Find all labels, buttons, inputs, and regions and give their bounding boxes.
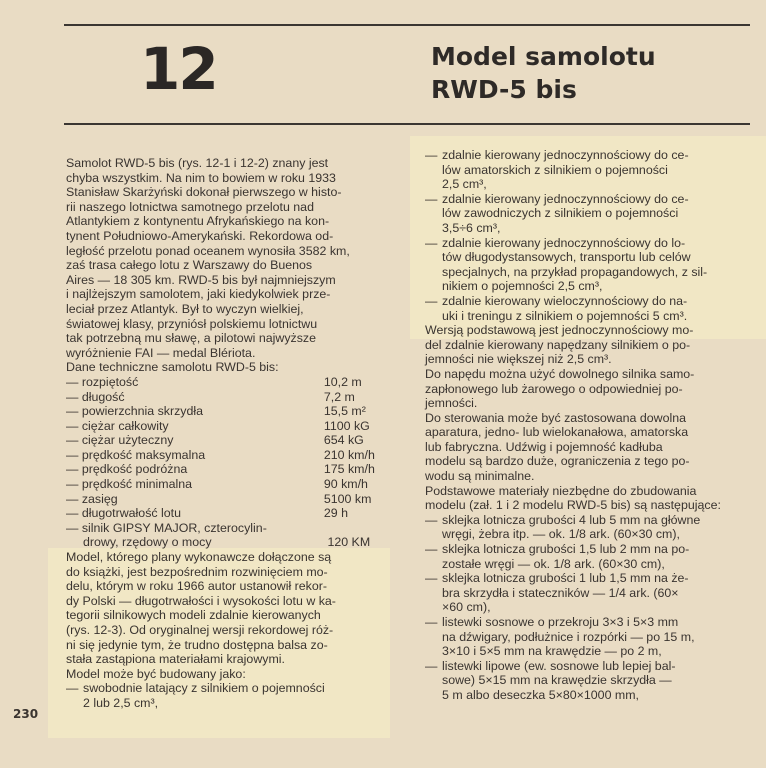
spec-label: — rozpiętość	[66, 374, 139, 389]
specs-list	[66, 375, 392, 550]
list-item	[425, 542, 751, 571]
text-line: nikiem o pojemności 2,5 cm³,	[442, 279, 603, 294]
spec-row	[66, 492, 392, 507]
spec-row	[66, 477, 392, 492]
text-line: zapłonowego lub żarowego o odpowiedniej po-	[425, 381, 683, 396]
spec-label: drowy, rzędowy o mocy	[83, 535, 212, 550]
text-line: jemności nie większej niż 2,5 cm³.	[425, 352, 612, 367]
spec-label: — zasięg	[66, 491, 118, 506]
text-line: Aires — 18 305 km. RWD-5 bis był najmniejszym	[66, 272, 336, 287]
dash-mark: —	[425, 235, 438, 250]
text-line: 2,5 cm³,	[442, 177, 487, 192]
text-line: tegorii silnikowych modeli zdalnie kierowanych	[66, 608, 321, 623]
text-line: delu, którym w roku 1966 autor ustanowił rekor-	[66, 579, 328, 594]
dash-mark: —	[425, 658, 438, 673]
text-line: sklejka lotnicza grubości 1,5 lub 2 mm na po-	[442, 542, 690, 557]
text-line: 5 m albo deseczka 5×80×1000 mm,	[442, 687, 639, 702]
left-column	[66, 156, 392, 711]
usage-bullets	[425, 148, 751, 323]
model-paragraph	[66, 550, 392, 667]
text-line: zdalnie kierowany jednoczynnościowy do lo-	[442, 235, 686, 250]
text-line: ×60 cm),	[442, 600, 491, 615]
drive-paragraph	[425, 367, 751, 411]
text-line: listewki lipowe (ew. sosnowe lub lepiej bal-	[442, 658, 676, 673]
text-line: zostałe wręgi — ok. 1/8 ark. (60×30 cm),	[442, 556, 665, 571]
text-line: rii naszego lotnictwa samotnego przelotu nad	[66, 199, 314, 214]
text-line: 3,5÷6 cm³,	[442, 220, 501, 235]
text-line: i najlżejszym samolotem, jaki kiedykolwiek prze-	[66, 287, 331, 302]
text-line: zdalnie kierowany jednoczynnościowy do ce-	[442, 191, 689, 206]
text-line: tów długodystansowych, transportu lub celów	[442, 250, 691, 265]
spec-value: 7,2 m	[323, 389, 355, 404]
text-line: Wersją podstawową jest jednoczynnościowy mo-	[425, 323, 694, 338]
text-line: stała zastąpiona materiałami krajowymi.	[66, 652, 285, 667]
spec-row	[66, 433, 392, 448]
header-bottom-rule	[64, 123, 750, 125]
spec-value: 1100 kG	[323, 418, 370, 433]
dash-mark: —	[66, 681, 79, 696]
dash-mark: —	[425, 293, 438, 308]
spec-value: 120 KM	[327, 535, 371, 550]
top-rule	[64, 24, 750, 26]
spec-label: — prędkość minimalna	[66, 477, 193, 492]
text-line: wręgi, żebra itp. — ok. 1/8 ark. (60×30 cm),	[442, 527, 680, 542]
text-line: chyba wszystkim. Na nim to bowiem w roku 1933	[66, 170, 336, 185]
spec-value: 210 km/h	[323, 447, 375, 462]
spec-label: — długość	[66, 389, 125, 404]
text-line: wodu są minimalne.	[425, 469, 535, 484]
dash-mark: —	[425, 148, 438, 162]
text-line: Model, którego plany wykonawcze dołączone są	[66, 550, 332, 565]
text-line: modelu (zał. 1 i 2 modelu RWD-5 bis) są następujące:	[425, 498, 721, 513]
text-line: lów amatorskich z silnikiem o pojemności	[442, 162, 668, 177]
dash-mark: —	[425, 512, 438, 527]
version-paragraph	[425, 323, 751, 367]
text-line: sowe) 5×15 mm na krawędzie skrzydła —	[442, 673, 672, 688]
spec-row	[66, 404, 392, 419]
spec-row	[66, 462, 392, 477]
spec-label: — ciężar użyteczny	[66, 433, 174, 448]
spec-label: — długotrwałość lotu	[66, 506, 182, 521]
text-line: zaś trasa całego lotu z Warszawy do Buenos	[66, 258, 313, 273]
text-line: jemności.	[425, 396, 478, 411]
text-line: dy Polski — długotrwałości i wysokości lotu w ka-	[66, 593, 336, 608]
dash-mark: —	[425, 571, 438, 586]
spec-row	[66, 535, 392, 550]
text-line: Podstawowe materiały niezbędne do zbudowania	[425, 483, 697, 498]
spec-row	[66, 419, 392, 434]
text-line: Stanisław Skarżyński dokonał pierwszego w histo-	[66, 185, 342, 200]
text-line: bra skrzydła i stateczników — 1/4 ark. (60×	[442, 585, 679, 600]
spec-label: — prędkość maksymalna	[66, 447, 206, 462]
list-item	[66, 681, 392, 710]
spec-value: 654 kG	[323, 433, 364, 448]
text-line: specjalnych, na przykład propagandowych, z sil-	[442, 264, 708, 279]
text-line: Samolot RWD-5 bis (rys. 12-1 i 12-2) znany jest	[66, 156, 329, 170]
text-line: 3×10 i 5×5 mm na krawędzie — po 2 m,	[442, 644, 662, 659]
list-item	[425, 615, 751, 659]
list-item	[425, 192, 751, 236]
list-item	[425, 294, 751, 323]
spec-value: 29 h	[323, 506, 348, 521]
text-line: Do napędu można użyć dowolnego silnika samo-	[425, 366, 695, 381]
text-line: zdalnie kierowany jednoczynnościowy do ce-	[442, 148, 689, 162]
materials-list	[425, 513, 751, 703]
spec-row	[66, 521, 392, 536]
text-line: Do sterowania może być zastosowana dowolna	[425, 410, 687, 425]
spec-value	[330, 521, 392, 536]
text-line: lów zawodniczych z silnikiem o pojemności	[442, 206, 679, 221]
list-item	[425, 236, 751, 294]
text-line: ni się jedynie tym, że trudno dostępna balsa zo-	[66, 637, 328, 652]
text-line: modelu są bardzo duże, ograniczenia z tego po-	[425, 454, 690, 469]
text-line: ległość przelotu ponad oceanem wynosiła 3582 km,	[66, 243, 350, 258]
right-column	[425, 148, 751, 703]
text-line: sklejka lotnicza grubości 1 lub 1,5 mm na że-	[442, 571, 689, 586]
intro-paragraph	[66, 156, 392, 360]
text-line: listewki sosnowe o przekroju 3×3 i 5×3 mm	[442, 615, 679, 629]
dash-mark: —	[425, 191, 438, 206]
text-line: sklejka lotnicza grubości 4 lub 5 mm na główne	[442, 512, 701, 527]
spec-value: 175 km/h	[323, 462, 375, 477]
text-line: aparatura, jedno- lub wielokanałowa, amatorska	[425, 425, 689, 440]
spec-value: 90 km/h	[323, 477, 368, 492]
text-line: (rys. 12-3). Od oryginalnej wersji rekordowej róż-	[66, 623, 334, 637]
spec-row	[66, 390, 392, 405]
text-line: lub fabryczna. Udźwig i pojemność kadłuba	[425, 439, 663, 454]
text-line: tynent Południowo-Amerykański. Rekordowa od-	[66, 228, 334, 243]
spec-row	[66, 448, 392, 463]
specs-intro: Dane techniczne samolotu RWD-5 bis:	[66, 360, 279, 375]
spec-label: — powierzchnia skrzydła	[66, 404, 204, 419]
spec-value: 15,5 m²	[323, 404, 366, 419]
dash-mark: —	[425, 615, 438, 629]
text-line: do książki, jest bezpośrednim rozwinięciem mo-	[66, 564, 328, 579]
text-line: wyróżnienie FAI — medal Blériota.	[66, 345, 256, 360]
materials-paragraph	[425, 484, 751, 513]
list-item	[425, 571, 751, 615]
dash-mark: —	[425, 542, 438, 557]
text-line: uki i treningu z silnikiem o pojemności 5 cm³.	[442, 308, 688, 323]
spec-row	[66, 506, 392, 521]
list-item	[425, 148, 751, 192]
chapter-title	[431, 40, 656, 106]
chapter-number: 12	[140, 35, 217, 103]
text-line: zdalnie kierowany wieloczynnościowy do na-	[442, 293, 688, 308]
bullet-line: swobodnie latający z silnikiem o pojemności	[83, 681, 325, 696]
chapter-title-line2: RWD-5 bis	[431, 75, 577, 104]
text-line: Atlantykiem z kontynentu Afrykańskiego na kon-	[66, 214, 330, 229]
built-as-line: Model może być budowany jako:	[66, 666, 246, 681]
spec-row	[66, 375, 392, 390]
page-number: 230	[13, 707, 39, 721]
spec-label: — ciężar całkowity	[66, 418, 169, 433]
chapter-title-line1: Model samolotu	[431, 42, 656, 71]
spec-value: 10,2 m	[323, 374, 362, 389]
text-line: leciał przez Atlantyk. Był to wyczyn wielkiej,	[66, 301, 304, 316]
bullet-line: 2 lub 2,5 cm³,	[83, 695, 159, 710]
control-paragraph	[425, 411, 751, 484]
spec-label: — silnik GIPSY MAJOR, czterocylin-	[66, 520, 267, 535]
text-line: na dźwigary, podłużnice i rozpórki — po 15 m,	[442, 629, 695, 644]
text-line: światowej klasy, przyniósł polskiemu lotnictwu	[66, 316, 318, 331]
spec-label: — prędkość podróżna	[66, 462, 188, 477]
list-item	[425, 513, 751, 542]
text-line: tak potrzebną mu sławę, a pilotowi najwyższe	[66, 331, 316, 346]
spec-value: 5100 km	[323, 491, 372, 506]
list-item	[425, 659, 751, 703]
text-line: del zdalnie kierowany napędzany silnikiem o po-	[425, 337, 691, 352]
